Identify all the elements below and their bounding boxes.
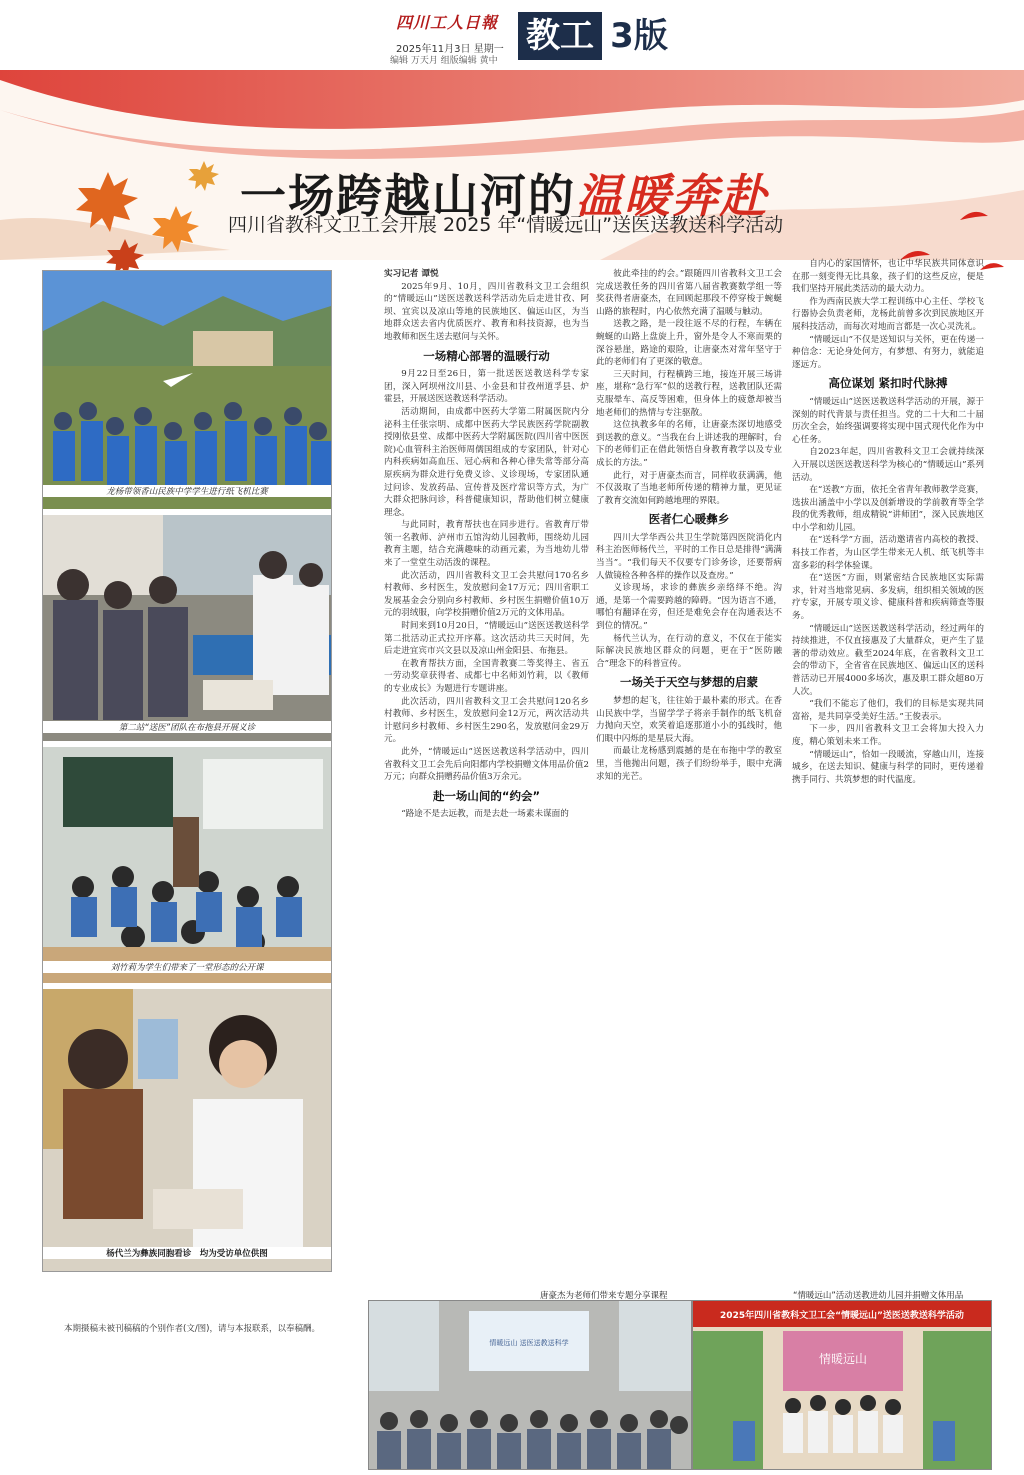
- paragraph: 义诊现场，求诊的彝族乡亲络绎不绝。沟通，是第一个需要跨越的障碍。“因为语言不通，哪怕有翻译在旁，但还是难免会存在沟通表达不到位的情况。”: [596, 583, 782, 632]
- article-column-1: [384, 268, 589, 1278]
- paragraph: 时间来到10月20日，“情暖远山”送医送教送科学第二批活动正式拉开序幕。这次活动共三天时间，先后走进宜宾市兴文县以及凉山州金阳县、布拖县。: [384, 621, 589, 657]
- paragraph: 此行，对于唐豪杰而言，同样收获满满，他不仅汲取了当地老师所传递的精神力量，更见证了教育交流如何跨越地理的界限。: [596, 470, 782, 506]
- photo-paper-plane-contest: [43, 271, 331, 509]
- paragraph: 而最让龙杨感到震撼的是在布拖中学的教室里，当他抛出问题，孩子们纷纷举手，眼中充满求知的光芒。: [596, 746, 782, 782]
- section-heading: 一场关于天空与梦想的启蒙: [620, 675, 758, 690]
- paragraph: 与此同时，教育帮扶也在同步进行。省教育厅带领一名教师、泸州市五馆沟幼儿园教师，围绕幼儿园教育主题，结合充满趣味的动画元素，为当地幼儿带来了一堂堂生动活泼的课程。: [384, 520, 589, 569]
- paragraph: 自2023年起，四川省教科文卫工会就持续深入开展以送医送教送科学为核心的“情暖远山”系列活动。: [792, 447, 984, 483]
- section-heading: 一场精心部署的温暖行动: [423, 348, 550, 363]
- photo-doctor-consultation: [43, 989, 331, 1271]
- section-heading: 赴一场山间的“约会”: [432, 788, 541, 803]
- lecture-screen-text: 情暖远山 送医送教送科学: [489, 1339, 569, 1347]
- page-number: 3版: [610, 16, 668, 56]
- paragraph: “情暖远山”送医送教送科学活动的开展，源于深刻的时代背景与责任担当。党的二十大和二十届历次全会，始终强调要将实现中国式现代化作为中心任务。: [792, 396, 984, 445]
- byline: 实习记者 谭悦: [384, 269, 439, 279]
- photo-caption: 第二站“送医”团队在布拖县开展义诊: [43, 721, 331, 733]
- paragraph: 杨代兰认为，在行动的意义，不仅在于能实际解决民族地区群众的问题，更在于“医防融合”理念下的科普宣传。: [596, 633, 782, 669]
- photo-caption: “情暖远山”活动送教进幼儿园并捐赠文体用品: [793, 1291, 964, 1301]
- paragraph: “情暖远山”送医送教送科学活动，经过两年的持续推进，不仅直接惠及了大量群众，更产生了显著的带动效应。截至2024年底，在省教科文卫工会的带动下，全省省在民族地区、偏远山区的送科普活动已开展4000多场次，惠及职工群众超80万人次。: [792, 623, 984, 697]
- subheadline: 四川省教科文卫工会开展 2025 年“情暖远山”送医送教送科学活动: [228, 214, 784, 236]
- photo-lecture-hall: [368, 1300, 692, 1470]
- paragraph: “情暖远山”，恰如一段暖流，穿越山川，连接城乡，在送去知识、健康与科学的同时，更传递着携手同行、共筑梦想的时代温度。: [792, 749, 984, 785]
- paragraph: 在“送科学”方面，活动邀请省内高校的教授、科技工作者，为山区学生带来无人机、纸飞机等丰富多彩的科学体验课。: [792, 535, 984, 571]
- paragraph: 2025年9月、10月，四川省教科文卫工会组织的“情暖远山”送医送教送科学活动先后走进甘孜、阿坝、宜宾以及凉山等地的民族地区、偏远山区，为当地群众送去省内优质医疗、教育和科技资源，也为当地教师和医生送去慰问与关怀。: [384, 281, 589, 342]
- issue-date: 2025年11月3日 星期一: [396, 44, 504, 55]
- headline-highlight: 温暖奔赴: [576, 169, 768, 223]
- event-banner-text: 2025年四川省教科文卫工会“情暖远山”送医送教送科学活动: [720, 1311, 964, 1321]
- headline-main: 一场跨越山河的: [240, 169, 576, 223]
- paragraph: 梦想的起飞，往往始于最朴素的形式。在香山民族中学，当留学学子将亲手制作的纸飞机奋力抛向天空，欢笑着追逐那道小小的弧线时，他们眼中闪烁的是星辰大海。: [596, 696, 782, 744]
- photo-caption: 刘竹莉为学生们带来了一堂形态的公开课: [43, 961, 331, 973]
- section-tag: 教工: [518, 12, 602, 60]
- maple-leaves-decoration: [60, 150, 230, 290]
- photo-kindergarten-donation: [692, 1300, 992, 1470]
- paragraph: 自内心的家国情怀，也让中华民族共同体意识在那一刻变得无比具象，孩子们的这些反应，便是我们坚持开展此类活动的最大动力。: [792, 259, 984, 295]
- editor-line: 编辑 万天月 组版编辑 黄中: [390, 56, 498, 66]
- article-column-2: [596, 268, 782, 1278]
- paragraph: “我们不能忘了他们，我们的目标是实现共同富裕，是共同享受美好生活。”王俊表示。: [792, 699, 984, 722]
- paragraph: 此次活动，四川省教科文卫工会共慰问120名乡村教师、乡村医生，发放慰问金12万元，两次活动共计慰问乡村教师、乡村医生290名，发放慰问金29万元。: [384, 696, 589, 745]
- paragraph: “路途不是去远教，而是去赴一场素未谋面的: [401, 809, 569, 820]
- paragraph: 作为西南民族大学工程训练中心主任、学校飞行器协会负责老师，龙杨此前曾多次到民族地区开展科技活动，而每次对地而言都是一次心灵洗礼。: [792, 296, 984, 332]
- paragraph: 在教育帮扶方面，全国青教赛二等奖得主、省五一劳动奖章获得者、成都七中名师刘竹莉，以《教师的专业成长》为题进行专题讲座。: [384, 658, 589, 694]
- paragraph: 活动期间，由成都中医药大学第二附属医院内分泌科主任张宗明、成都中医药大学民族医药学院副教授刚依县堂、成都中医药大学附属医院(四川省中医医院)心血管科主治医师周儒国组成的专家团队，针对心内科疾病如高血压、冠心病和各种心律失常等部分高原疾病为群众进行免费义诊、义诊现场，专家团队通过问诊、发放药品、宣传普及医疗常识等方式，为广大群众把脉问诊，科普健康知识，帮助他们树立健康理念。: [384, 406, 589, 518]
- photo-free-clinic: [43, 515, 331, 741]
- paragraph: 四川大学华西公共卫生学院第四医院消化内科主治医师杨代兰，平时的工作日总是排得“满满当当”。“我们每天不仅要专门诊务诊，还要帮病人做镜检各种各样的操作以及查房。”: [596, 532, 782, 581]
- photo-caption: 杨代兰为彝族同胞看诊 均为受访单位供图: [43, 1247, 331, 1259]
- paragraph: “情暖远山”不仅是送知识与关怀，更在传递一种信念：无论身处何方，有梦想、有努力，就能追逐远方。: [792, 334, 984, 370]
- paragraph: 此外，“情暖远山”送医送教送科学活动中，四川省教科文卫工会先后向阳都内学校捐赠文体用品价值2万元；向群众捐赠药品价值3万余元。: [384, 746, 589, 783]
- paragraph: 9月22日至26日，第一批送医送教送科学专家团，深入阿坝州汶川县、小金县和甘孜州道孚县、炉霍县，开展送医送教送科学活动。: [384, 369, 589, 405]
- masthead: [0, 0, 1024, 68]
- article-column-3: [792, 258, 984, 1278]
- section-heading: 高位谋划 紧扣时代脉搏: [828, 376, 948, 391]
- photo-open-class: [43, 747, 331, 983]
- paragraph: 彼此牵挂的约会。”跟随四川省教科文卫工会完成送教任务的四川省第八届省教赛数学组一等奖获得者唐豪杰，在回顾起那段不停穿梭于蜿蜒山路的旅程时，内心依然充满了温暖与触动。: [596, 269, 782, 317]
- stage-backdrop-text: 情暖远山: [818, 1352, 868, 1366]
- newspaper-logo: 四川工人日報: [396, 13, 499, 32]
- paragraph: 在“送教”方面，依托全省青年教师教学竞赛，选拔出涵盖中小学以及创新增设的学前教育等全学段的优秀教师，组成精锐“讲师团”，深入民族地区中小学和幼儿园。: [792, 485, 984, 533]
- paragraph: 送教之路，是一段往返不尽的行程，车辆在蜿蜒的山路上盘旋上升，窗外是令人不寒而栗的深谷悬崖，路途的艰险，让唐豪杰对常年坚守于此的老师们有了更深的敬意。: [596, 319, 782, 368]
- section-heading: 医者仁心暖彝乡: [648, 512, 730, 527]
- contributor-note: 本期摄稿未被刊稿稿的个别作者(文/图)，请与本报联系，以奉稿酬。: [64, 1324, 320, 1334]
- paragraph: 在“送医”方面，则紧密结合民族地区实际需求，针对当地常见病、多发病，组织相关领域的医疗专家，开展专项义诊、健康科普和疾病筛查等服务。: [792, 573, 984, 622]
- paragraph: 此次活动，四川省教科文卫工会共慰问170名乡村教师、乡村医生，发放慰问金17万元；四川省职工发展基金会分别向乡村教师、乡村医生捐赠价值10万元的羽绒服，向学校捐赠价值2万元的文体用品。: [384, 570, 589, 619]
- photo-caption: 龙杨带领香山民族中学学生进行纸飞机比赛: [43, 485, 331, 497]
- paragraph: 三天时间，行程横跨三地，接连开展三场讲座，堪称“急行军”似的送教行程，送教团队还需克服晕车、高反等困难，但身体上的疲惫却被当地老师们的热情与专注驱散。: [596, 369, 782, 418]
- photo-caption: 唐豪杰为老师们带来专题分享课程: [540, 1291, 668, 1301]
- photo-column: [42, 270, 332, 1272]
- paragraph: 这位执教多年的名师，让唐豪杰深切地感受到送教的意义。“当我在台上讲述我的理解时，台下的老师们正在借此领悟自身教育教学以及专业成长的方法。”: [596, 420, 782, 468]
- paragraph: 下一步，四川省教科文卫工会将加大投入力度，精心策划未来工作。: [792, 724, 984, 747]
